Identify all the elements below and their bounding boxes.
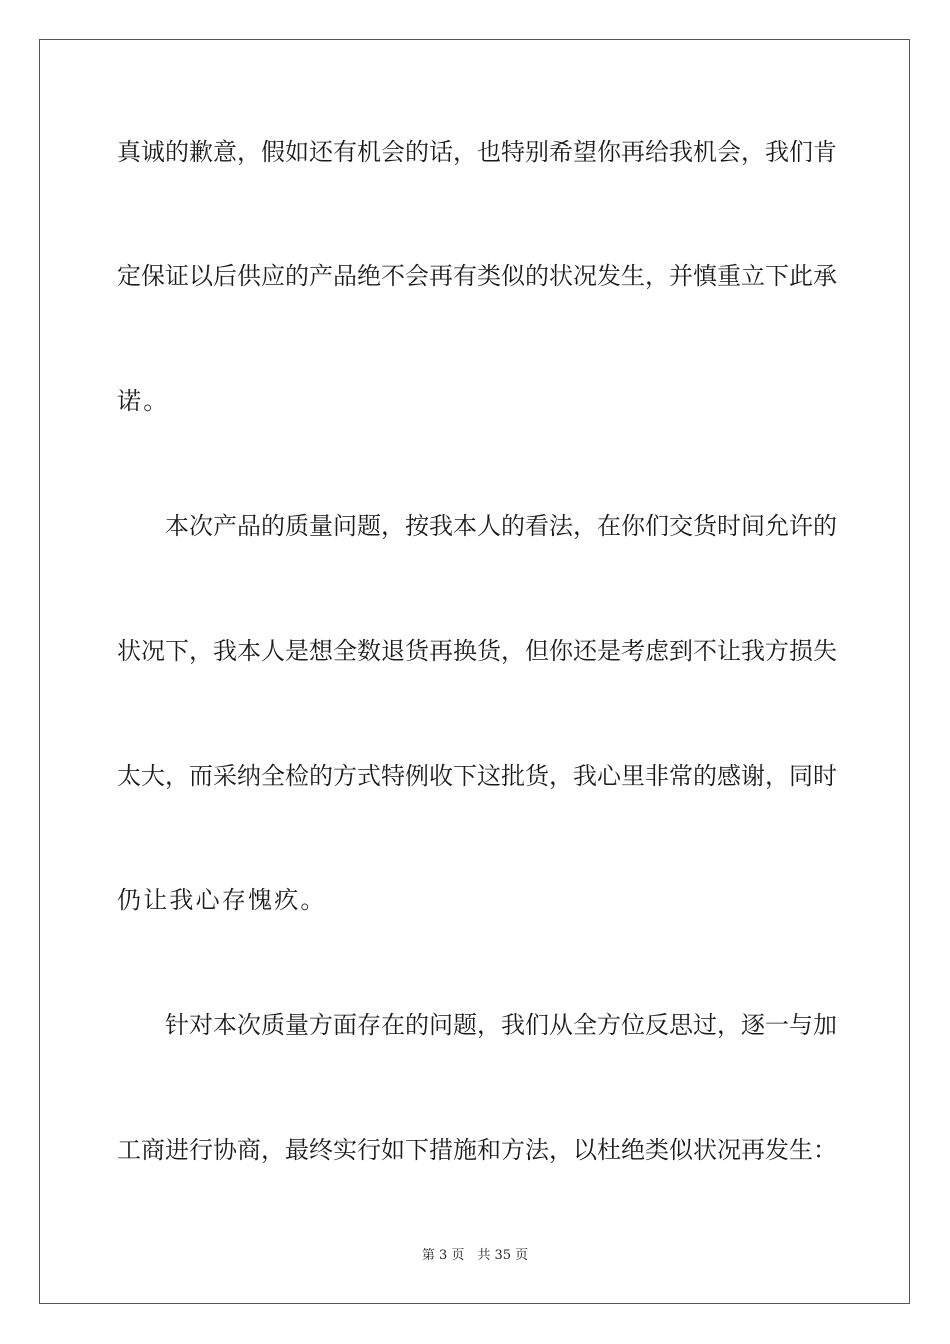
paragraph-line: 定保证以后供应的产品绝不会再有类似的状况发生，并慎重立下此承 — [117, 262, 837, 290]
paragraph-line: 诺。 — [117, 387, 170, 415]
paragraph-line: 状况下，我本人是想全数退货再换货，但你还是考虑到不让我方损失 — [117, 637, 837, 665]
page-border — [39, 39, 910, 1304]
page-number: 第 3 页 共 35 页 — [421, 1248, 529, 1263]
paragraph-line: 工商进行协商，最终实行如下措施和方法，以杜绝类似状况再发生： — [117, 1136, 837, 1164]
paragraph-line: 仍让我心存愧疚。 — [117, 886, 327, 914]
paragraph-line: 本次产品的质量问题，按我本人的看法，在你们交货时间允许的 — [165, 512, 837, 540]
paragraph-line: 针对本次质量方面存在的问题，我们从全方位反思过，逐一与加 — [165, 1011, 837, 1039]
paragraph-line: 真诚的歉意，假如还有机会的话，也特别希望你再给我机会，我们肯 — [117, 138, 837, 166]
paragraph-line: 太大，而采纳全检的方式特例收下这批货，我心里非常的感谢，同时 — [117, 762, 837, 790]
